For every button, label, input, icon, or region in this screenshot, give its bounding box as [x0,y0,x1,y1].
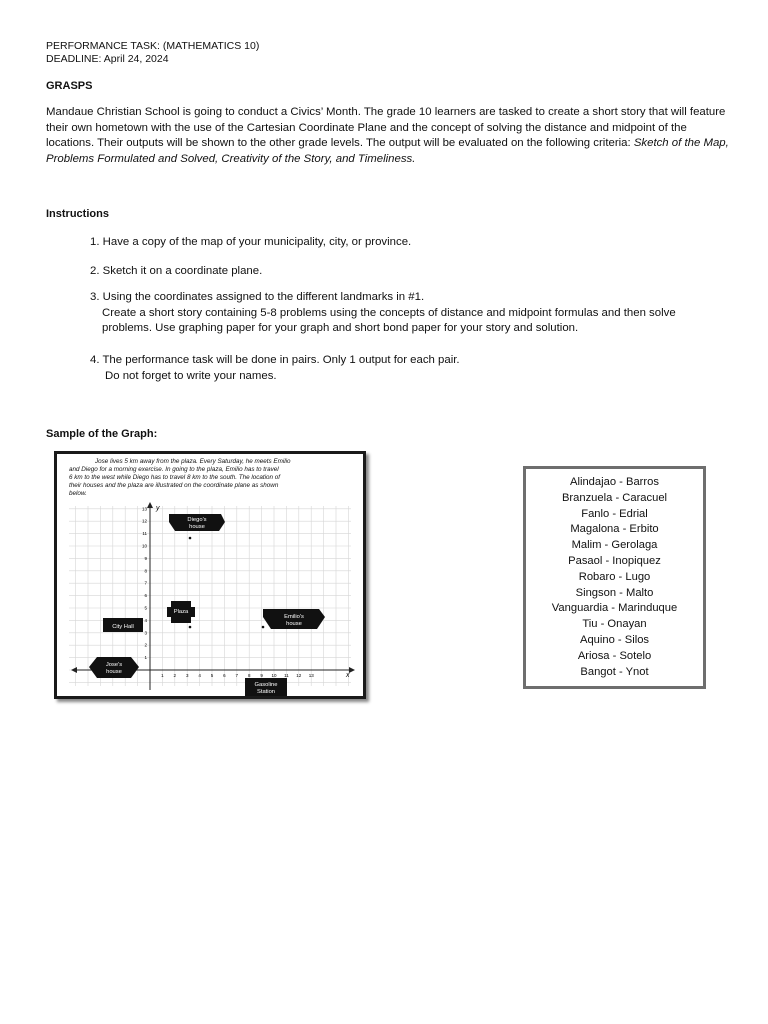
instruction-text: 1. Have a copy of the map of your municipality, city, or province. [90,236,412,248]
y-tick-label: 5 [144,605,147,611]
y-tick-label: 6 [144,593,147,599]
x-tick-label: 8 [247,673,251,678]
story-line-1: Jose lives 5 km away from the plaza. Every Saturday, he meets Emilio [95,458,291,465]
x-axis-arrow [349,667,355,673]
x-tick-label: 5 [210,673,214,678]
x-tick-label: 13 [308,673,314,678]
y-tick-label: 11 [142,531,147,537]
y-tick-label: 3 [144,630,147,636]
pair-item: Alindajao - Barros [570,476,659,488]
instruction-continuation: Do not forget to write your names. [105,369,277,382]
plaza-label: Plaza [173,609,189,615]
y-tick-label: 1 [144,655,147,661]
instruction-item-1 [90,235,720,251]
x-tick-label: 7 [235,673,239,678]
task-title: PERFORMANCE TASK: (MATHEMATICS 10) [46,40,260,52]
emilio-point [262,626,265,629]
x-axis-label: x [346,672,350,679]
sample-graph-svg [57,454,363,696]
grasps-paragraph [46,105,730,168]
x-tick-labels [161,673,314,678]
instruction-continuation: Create a short story containing 5-8 problems using the concepts of distance and midpoint formulas and then solve problems. Use graphing paper for your graph and short bond paper for your story and solution. [102,306,676,335]
gas-label-1: Gasoline [254,682,278,688]
x-tick-label: 10 [271,673,277,678]
y-tick-label: 10 [141,543,147,549]
instruction-item-4 [90,353,720,384]
instruction-item-2 [90,264,720,280]
y-axis-arrow [147,502,153,508]
x-tick-label: 1 [161,673,164,678]
y-axis-label: y [156,505,160,512]
x-tick-label: 6 [223,673,226,678]
x-axis-arrow-left [71,667,77,673]
grasps-criteria: Sketch of the Map, Problems Formulated and Solved, Creativity of the Story, and Timeliness. [46,137,729,166]
pair-item: Fanlo - Edrial [581,507,648,520]
pair-item: Malim - Gerolaga [571,539,658,552]
y-tick-label: 8 [144,568,147,574]
emilio-label-2: house [286,621,302,627]
pair-item: Ariosa - Sotelo [577,649,652,662]
pairs-list [523,466,706,689]
story-line-5: below. [69,490,87,497]
deadline: DEADLINE: April 24, 2024 [46,53,169,65]
x-tick-label: 4 [198,673,201,678]
pair-item: Robaro - Lugo [578,570,651,583]
y-tick-label: 7 [144,580,147,586]
y-tick-label: 13 [141,506,147,512]
city-hall-label: City Hall [112,624,134,630]
emilio-label-1: Emilio's [284,614,304,620]
y-tick-label: 2 [144,642,147,648]
instruction-text: 4. The performance task will be done in pairs. Only 1 output for each pair. [90,354,460,366]
diego-label-1: Diego's [187,517,207,523]
diego-point [189,537,192,540]
story-line-3: 6 km to the west while Diego has to travel 8 km to the south. The location of [69,474,281,481]
gas-label-2: Station [256,689,276,695]
pair-item: Aquino - Silos [579,633,650,646]
story-line-2: and Diego for a morning exercise. In going to the plaza, Emilio has to travel [69,466,279,473]
task-header [46,40,259,66]
x-tick-label: 3 [185,673,189,678]
x-tick-label: 12 [296,673,302,678]
diego-label-2: house [189,524,205,530]
story-line-4: their houses and the plaza are illustrated on the coordinate plane as shown [69,482,279,489]
x-tick-label: 11 [284,673,289,678]
pair-item: Tiu - Onayan [582,618,647,631]
pair-item: Bangot - Ynot [580,665,649,678]
x-tick-label: 2 [173,673,177,678]
instruction-text: 3. Using the coordinates assigned to the different landmarks in #1. [90,291,425,303]
pair-item: Magalona - Erbito [570,523,659,536]
jose-label-2: house [106,669,122,675]
pair-item: Pasaol - Inopiquez [568,554,661,567]
pair-item: Singson - Malto [575,586,654,599]
pair-item: Vanguardia - Marinduque [551,602,678,615]
sample-graph-heading: Sample of the Graph: [46,428,158,440]
jose-label-1: Jose's [105,662,123,668]
y-tick-label: 9 [144,555,147,561]
x-tick-label: 9 [260,673,263,678]
instruction-item-3 [90,290,720,337]
instruction-text: 2. Sketch it on a coordinate plane. [90,265,263,277]
plaza-point [189,626,192,629]
grasps-heading: GRASPS [46,80,93,92]
grasps-text: Mandaue Christian School is going to conduct a Civics’ Month. The grade 10 learners are tasked to create a short story that will feature their own hometown with the use of the Cartesian Coordinate Plane and the concept of solving the distance and midpoint of the locations. Their outputs will be shown to the other grade levels. The output will be evaluated on the following criteria: [46,106,726,150]
pair-item: Branzuela - Caracuel [561,491,668,504]
y-tick-label: 4 [144,617,147,623]
y-tick-label: 12 [141,518,147,524]
instructions-heading: Instructions [46,208,109,220]
sample-graph-figure [54,451,366,699]
